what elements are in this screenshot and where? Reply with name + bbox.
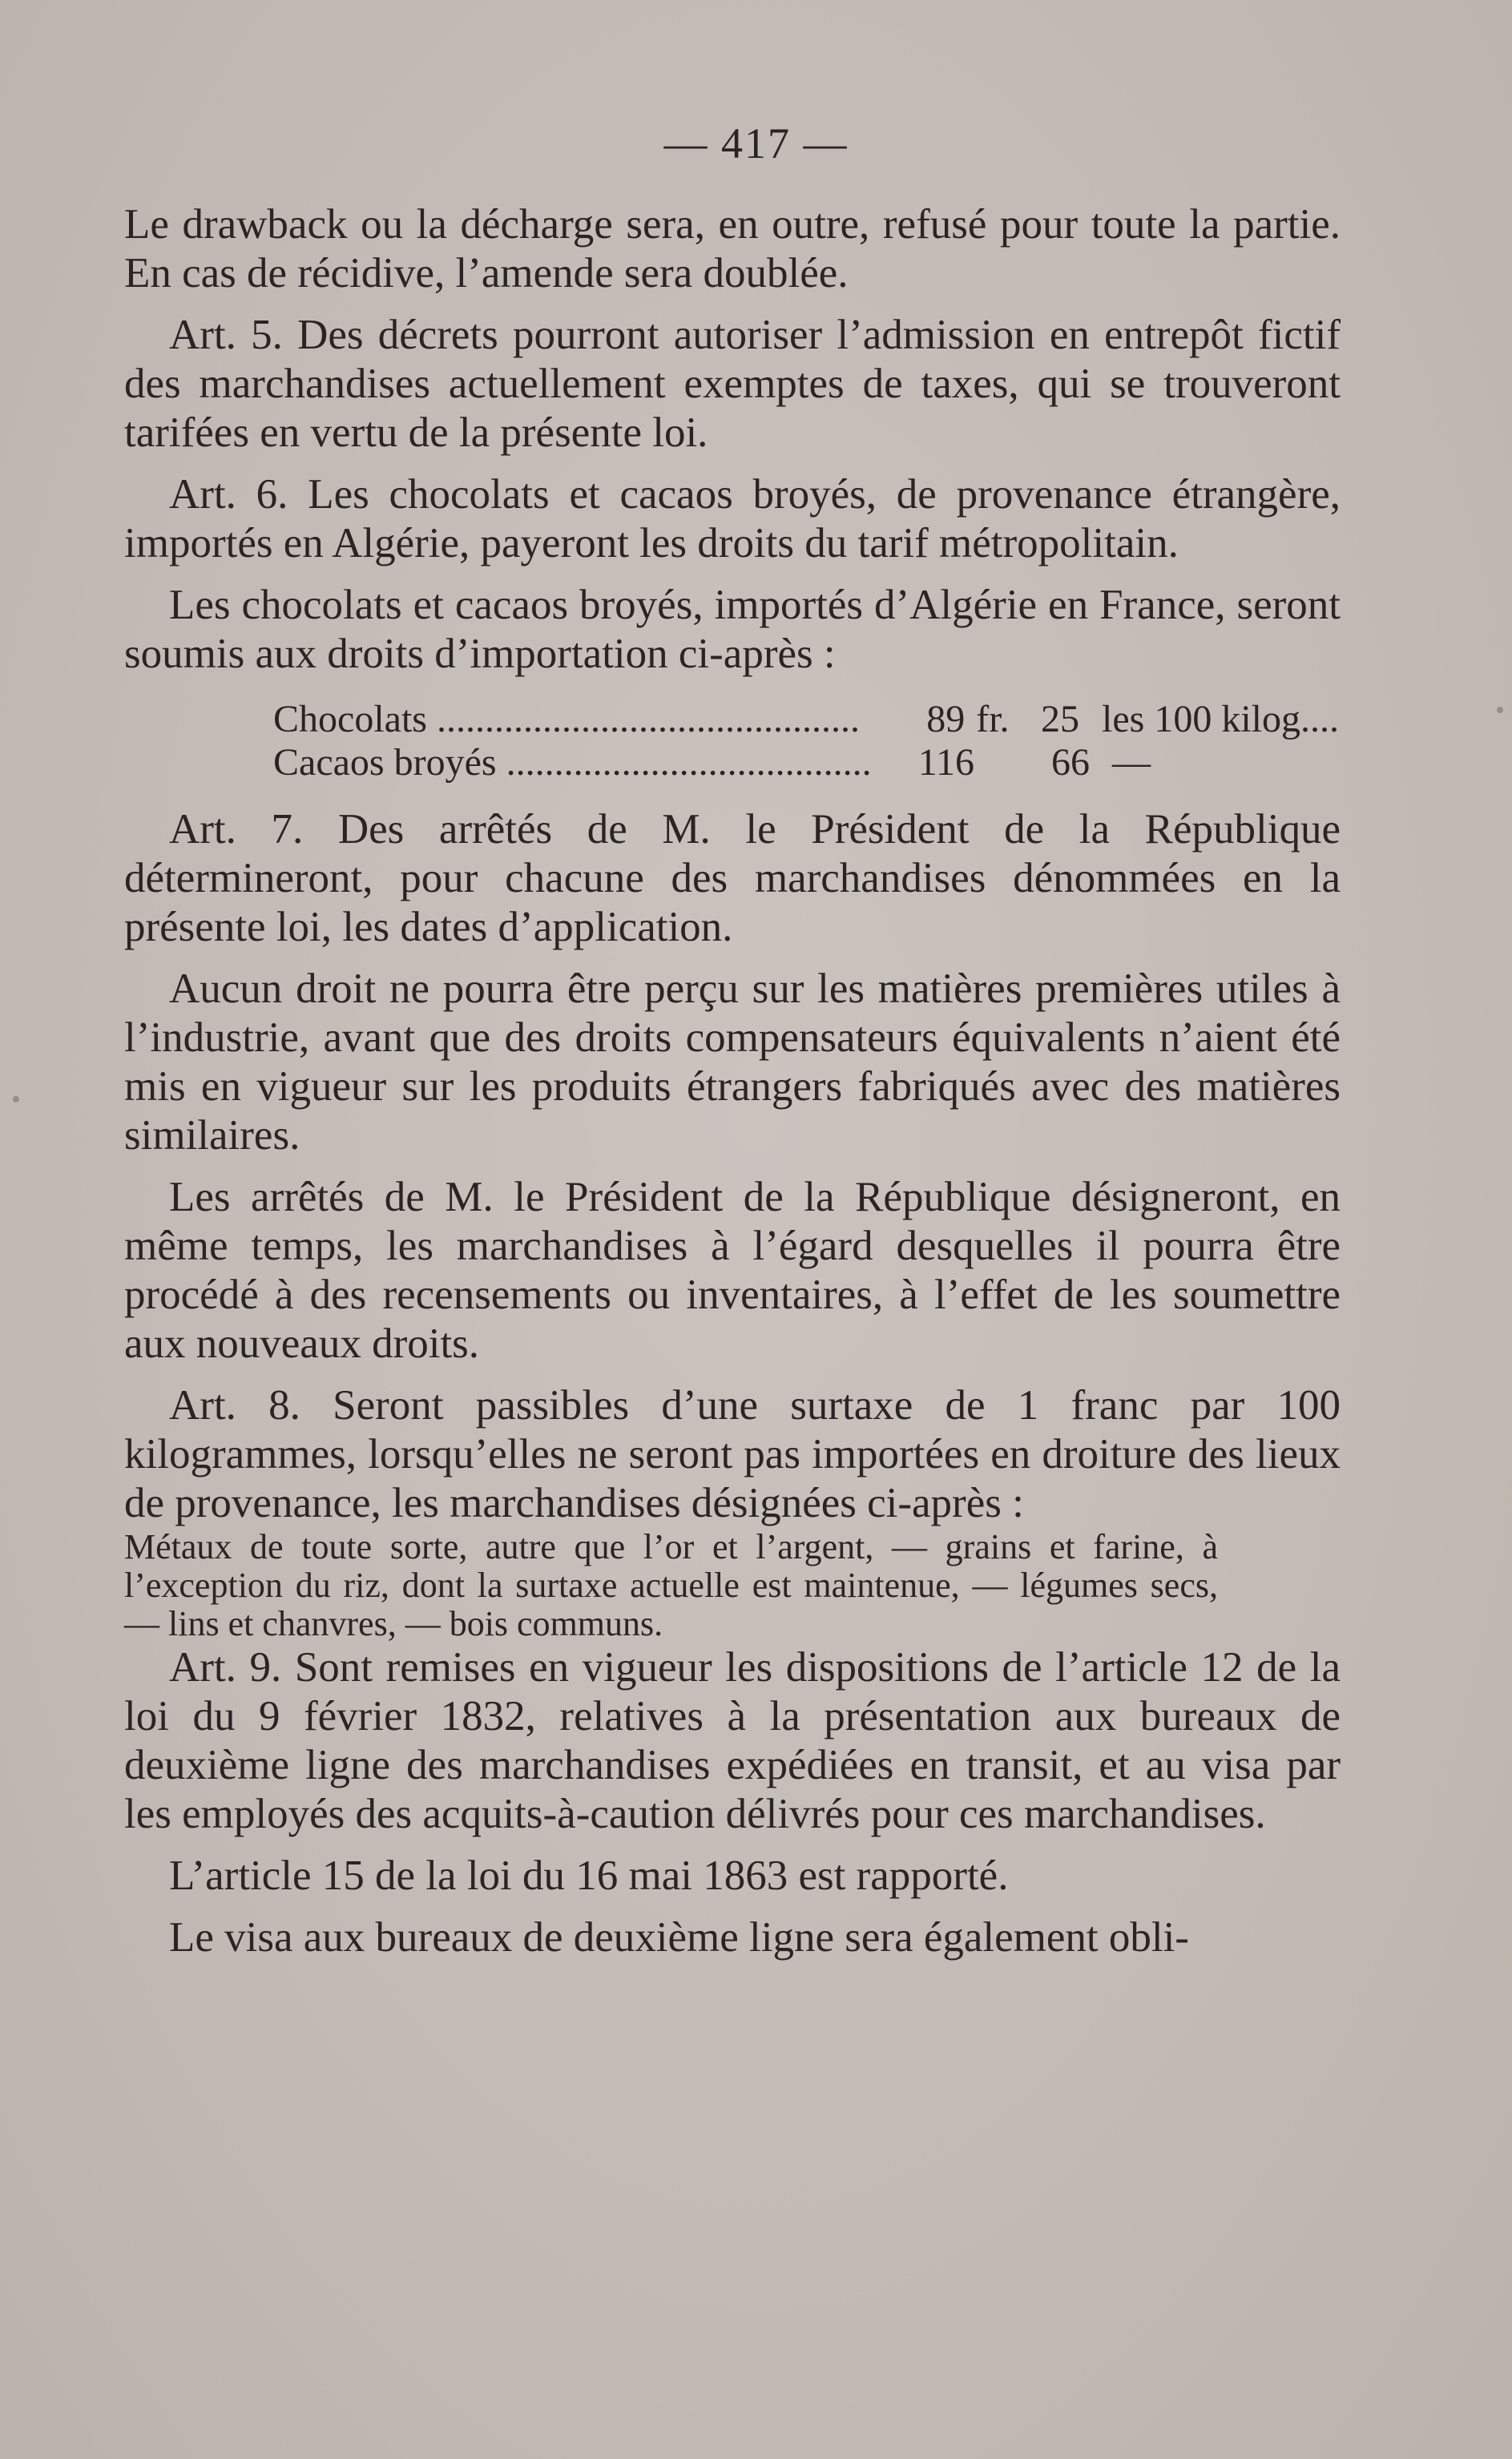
paragraph: L’article 15 de la loi du 16 mai 1863 est rapporté. bbox=[169, 1852, 1009, 1899]
item-name: Chocolats ..... bbox=[273, 698, 862, 741]
paragraph-art-7: Art. 7. Des arrêtés de M. le Président de la République détermineront, pour chacune des marchandises dénommées en la présente loi, les dates d’application. bbox=[124, 806, 1341, 950]
paper-speck bbox=[13, 1096, 19, 1103]
paragraph-art-5: Art. 5. Des décrets pourront autoriser l’admission en entrepôt fictif des marchandises actuellement exemptes de taxes, qui se trouveront tarifées en vertu de la présente loi. bbox=[124, 312, 1341, 456]
item-cents: 25 bbox=[1041, 698, 1079, 740]
page-number: — 417 — bbox=[663, 119, 849, 167]
paper-speck bbox=[1497, 707, 1503, 713]
table-row bbox=[273, 698, 1339, 741]
goods-list: Métaux de toute sorte, autre que l’or et l’argent, — grains et farine, à l’exception du riz, dont la surtaxe actuelle est maintenue, — légumes secs, — lins et chanvres, — bois communs. bbox=[124, 1527, 1218, 1643]
paragraph: Les arrêtés de M. le Président de la République désigneront, en même temps, les marchandises à l’égard desquelles il pourra être procédé à des recensements ou inventaires, à l’effet de les soumettre aux nouveaux droits. bbox=[124, 1174, 1341, 1367]
item-unit: — bbox=[1112, 741, 1151, 784]
paragraph-art-6: Art. 6. Les chocolats et cacaos broyés, de provenance étrangère, importés en Algérie, payeront les droits du tarif métropolitain. bbox=[124, 471, 1341, 566]
duty-table bbox=[273, 698, 1339, 784]
item-francs: 116 bbox=[917, 741, 974, 784]
table-row bbox=[273, 741, 1339, 784]
item-francs: 89 bbox=[926, 698, 966, 740]
item-unit: les 100 kilog.... bbox=[1102, 698, 1339, 740]
item-name: Cacaos broyés ..... bbox=[273, 741, 870, 784]
paragraph: Le drawback ou la décharge sera, en outre, refusé pour toute la partie. En cas de récidive, l’amende sera doublée. bbox=[124, 201, 1341, 296]
item-unit-fr: fr. bbox=[976, 698, 1010, 740]
paragraph: Aucun droit ne pourra être perçu sur les matières premières utiles à l’industrie, avant que des droits compensateurs équivalents n’aient été mis en vigueur sur les produits étrangers fabriqués avec des matières similaires. bbox=[124, 965, 1341, 1159]
paragraph: Le visa aux bureaux de deuxième ligne sera également obli- bbox=[169, 1914, 1189, 1961]
body-text bbox=[124, 200, 1341, 1962]
paragraph: Les chocolats et cacaos broyés, importés d’Algérie en France, seront soumis aux droits d’importation ci-après : bbox=[124, 582, 1341, 677]
item-cents: 66 bbox=[1051, 741, 1090, 784]
paragraph-art-9: Art. 9. Sont remises en vigueur les dispositions de l’article 12 de la loi du 9 février 1832, relatives à la présentation aux bureaux de deuxième ligne des marchandises expédiées en transit, et au visa par les employés des acquits-à-caution délivrés pour ces marchandises. bbox=[124, 1644, 1341, 1837]
item-unit-fr bbox=[974, 741, 1018, 784]
paragraph-art-8: Art. 8. Seront passibles d’une surtaxe de 1 franc par 100 kilogrammes, lorsqu’elles ne seront pas importées en droiture des lieux de provenance, les marchandises désignées ci-après : bbox=[124, 1382, 1341, 1526]
